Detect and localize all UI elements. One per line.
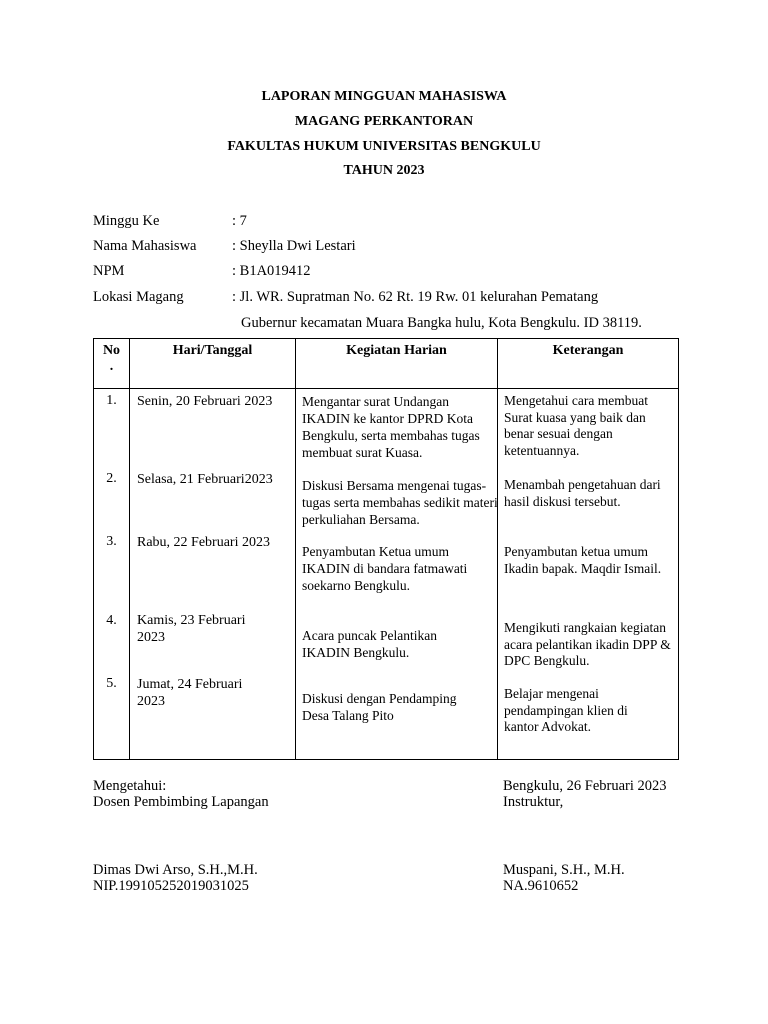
header-notes: [498, 339, 679, 389]
instructor-id: NA.9610652: [503, 878, 579, 894]
no-column: [94, 389, 130, 760]
row-activity: Acara puncak Pelantikan IKADIN Bengkulu.: [302, 628, 437, 660]
header-no-label: No: [102, 343, 121, 358]
table-body-row: [94, 389, 679, 760]
row-date: Rabu, 22 Februari 2023: [137, 535, 270, 550]
header-date-label: Hari/Tanggal: [172, 343, 253, 358]
row-number: 5.: [106, 676, 117, 691]
faculty-name: FAKULTAS HUKUM UNIVERSITAS BENGKULU: [227, 139, 541, 154]
acknowledged-label: Mengetahui:: [93, 778, 167, 794]
row-date: Senin, 20 Februari 2023: [137, 394, 273, 409]
activity-column: [296, 389, 498, 760]
header-no: [94, 339, 130, 389]
student-name-value: : Sheylla Dwi Lestari: [232, 238, 356, 254]
row-date: Jumat, 24 Februari 2023: [137, 677, 243, 709]
date-column: [130, 389, 296, 760]
row-note: Belajar mengenai pendampingan klien di kantor Advokat.: [504, 686, 628, 734]
table-header-row: [94, 339, 679, 389]
row-date: Selasa, 21 Februari2023: [137, 472, 273, 487]
row-number: 1.: [106, 393, 117, 408]
notes-column: [498, 389, 679, 760]
header-no-dot: .: [109, 359, 114, 374]
header-activity-label: Kegiatan Harian: [346, 343, 447, 358]
supervisor-role: Dosen Pembimbing Lapangan: [93, 794, 269, 810]
row-activity: Mengantar surat Undangan IKADIN ke kantor DPRD Kota Bengkulu, serta membahas tugas membuat surat Kuasa.: [302, 394, 480, 460]
row-number: 2.: [106, 471, 117, 486]
supervisor-id: NIP.199105252019031025: [93, 878, 249, 894]
row-activity: Diskusi Bersama mengenai tugas-tugas serta membahas sedikit materi perkuliahan Bersama.: [302, 478, 498, 527]
row-note: Penyambutan ketua umum Ikadin bapak. Maqdir Ismail.: [504, 544, 662, 576]
week-value: : 7: [232, 213, 247, 229]
location-value-line1: : Jl. WR. Supratman No. 62 Rt. 19 Rw. 01 kelurahan Pematang: [232, 289, 599, 305]
row-number: 4.: [106, 613, 117, 628]
location-value-line2: Gubernur kecamatan Muara Bangka hulu, Kota Bengkulu. ID 38119.: [241, 315, 642, 331]
instructor-role: Instruktur,: [503, 794, 564, 810]
week-label: Minggu Ke: [93, 213, 160, 229]
row-activity: Penyambutan Ketua umum IKADIN di bandara fatmawati soekarno Bengkulu.: [302, 544, 468, 593]
report-year: TAHUN 2023: [343, 163, 425, 178]
row-date: Kamis, 23 Februari 2023: [137, 613, 246, 645]
row-activity: Diskusi dengan Pendamping Desa Talang Pito: [302, 691, 457, 723]
npm-value: : B1A019412: [232, 263, 311, 279]
supervisor-name: Dimas Dwi Arso, S.H.,M.H.: [93, 862, 258, 878]
row-note: Mengetahui cara membuat Surat kuasa yang baik dan benar sesuai dengan ketentuannya.: [504, 393, 648, 458]
report-title: LAPORAN MINGGUAN MAHASISWA: [261, 89, 507, 104]
header-notes-label: Keterangan: [552, 343, 624, 358]
instructor-name: Muspani, S.H., M.H.: [503, 862, 625, 878]
student-name-label: Nama Mahasiswa: [93, 238, 197, 254]
report-subtitle: MAGANG PERKANTORAN: [294, 114, 474, 129]
row-note: Menambah pengetahuan dari hasil diskusi tersebut.: [504, 477, 661, 509]
activity-table: [93, 338, 679, 760]
row-number: 3.: [106, 534, 117, 549]
header-date: [130, 339, 296, 389]
header-activity: [296, 339, 498, 389]
place-date: Bengkulu, 26 Februari 2023: [503, 778, 667, 794]
npm-label: NPM: [93, 263, 125, 279]
row-note: Mengikuti rangkaian kegiatan acara pelantikan ikadin DPP & DPC Bengkulu.: [504, 620, 671, 668]
location-label: Lokasi Magang: [93, 289, 184, 305]
